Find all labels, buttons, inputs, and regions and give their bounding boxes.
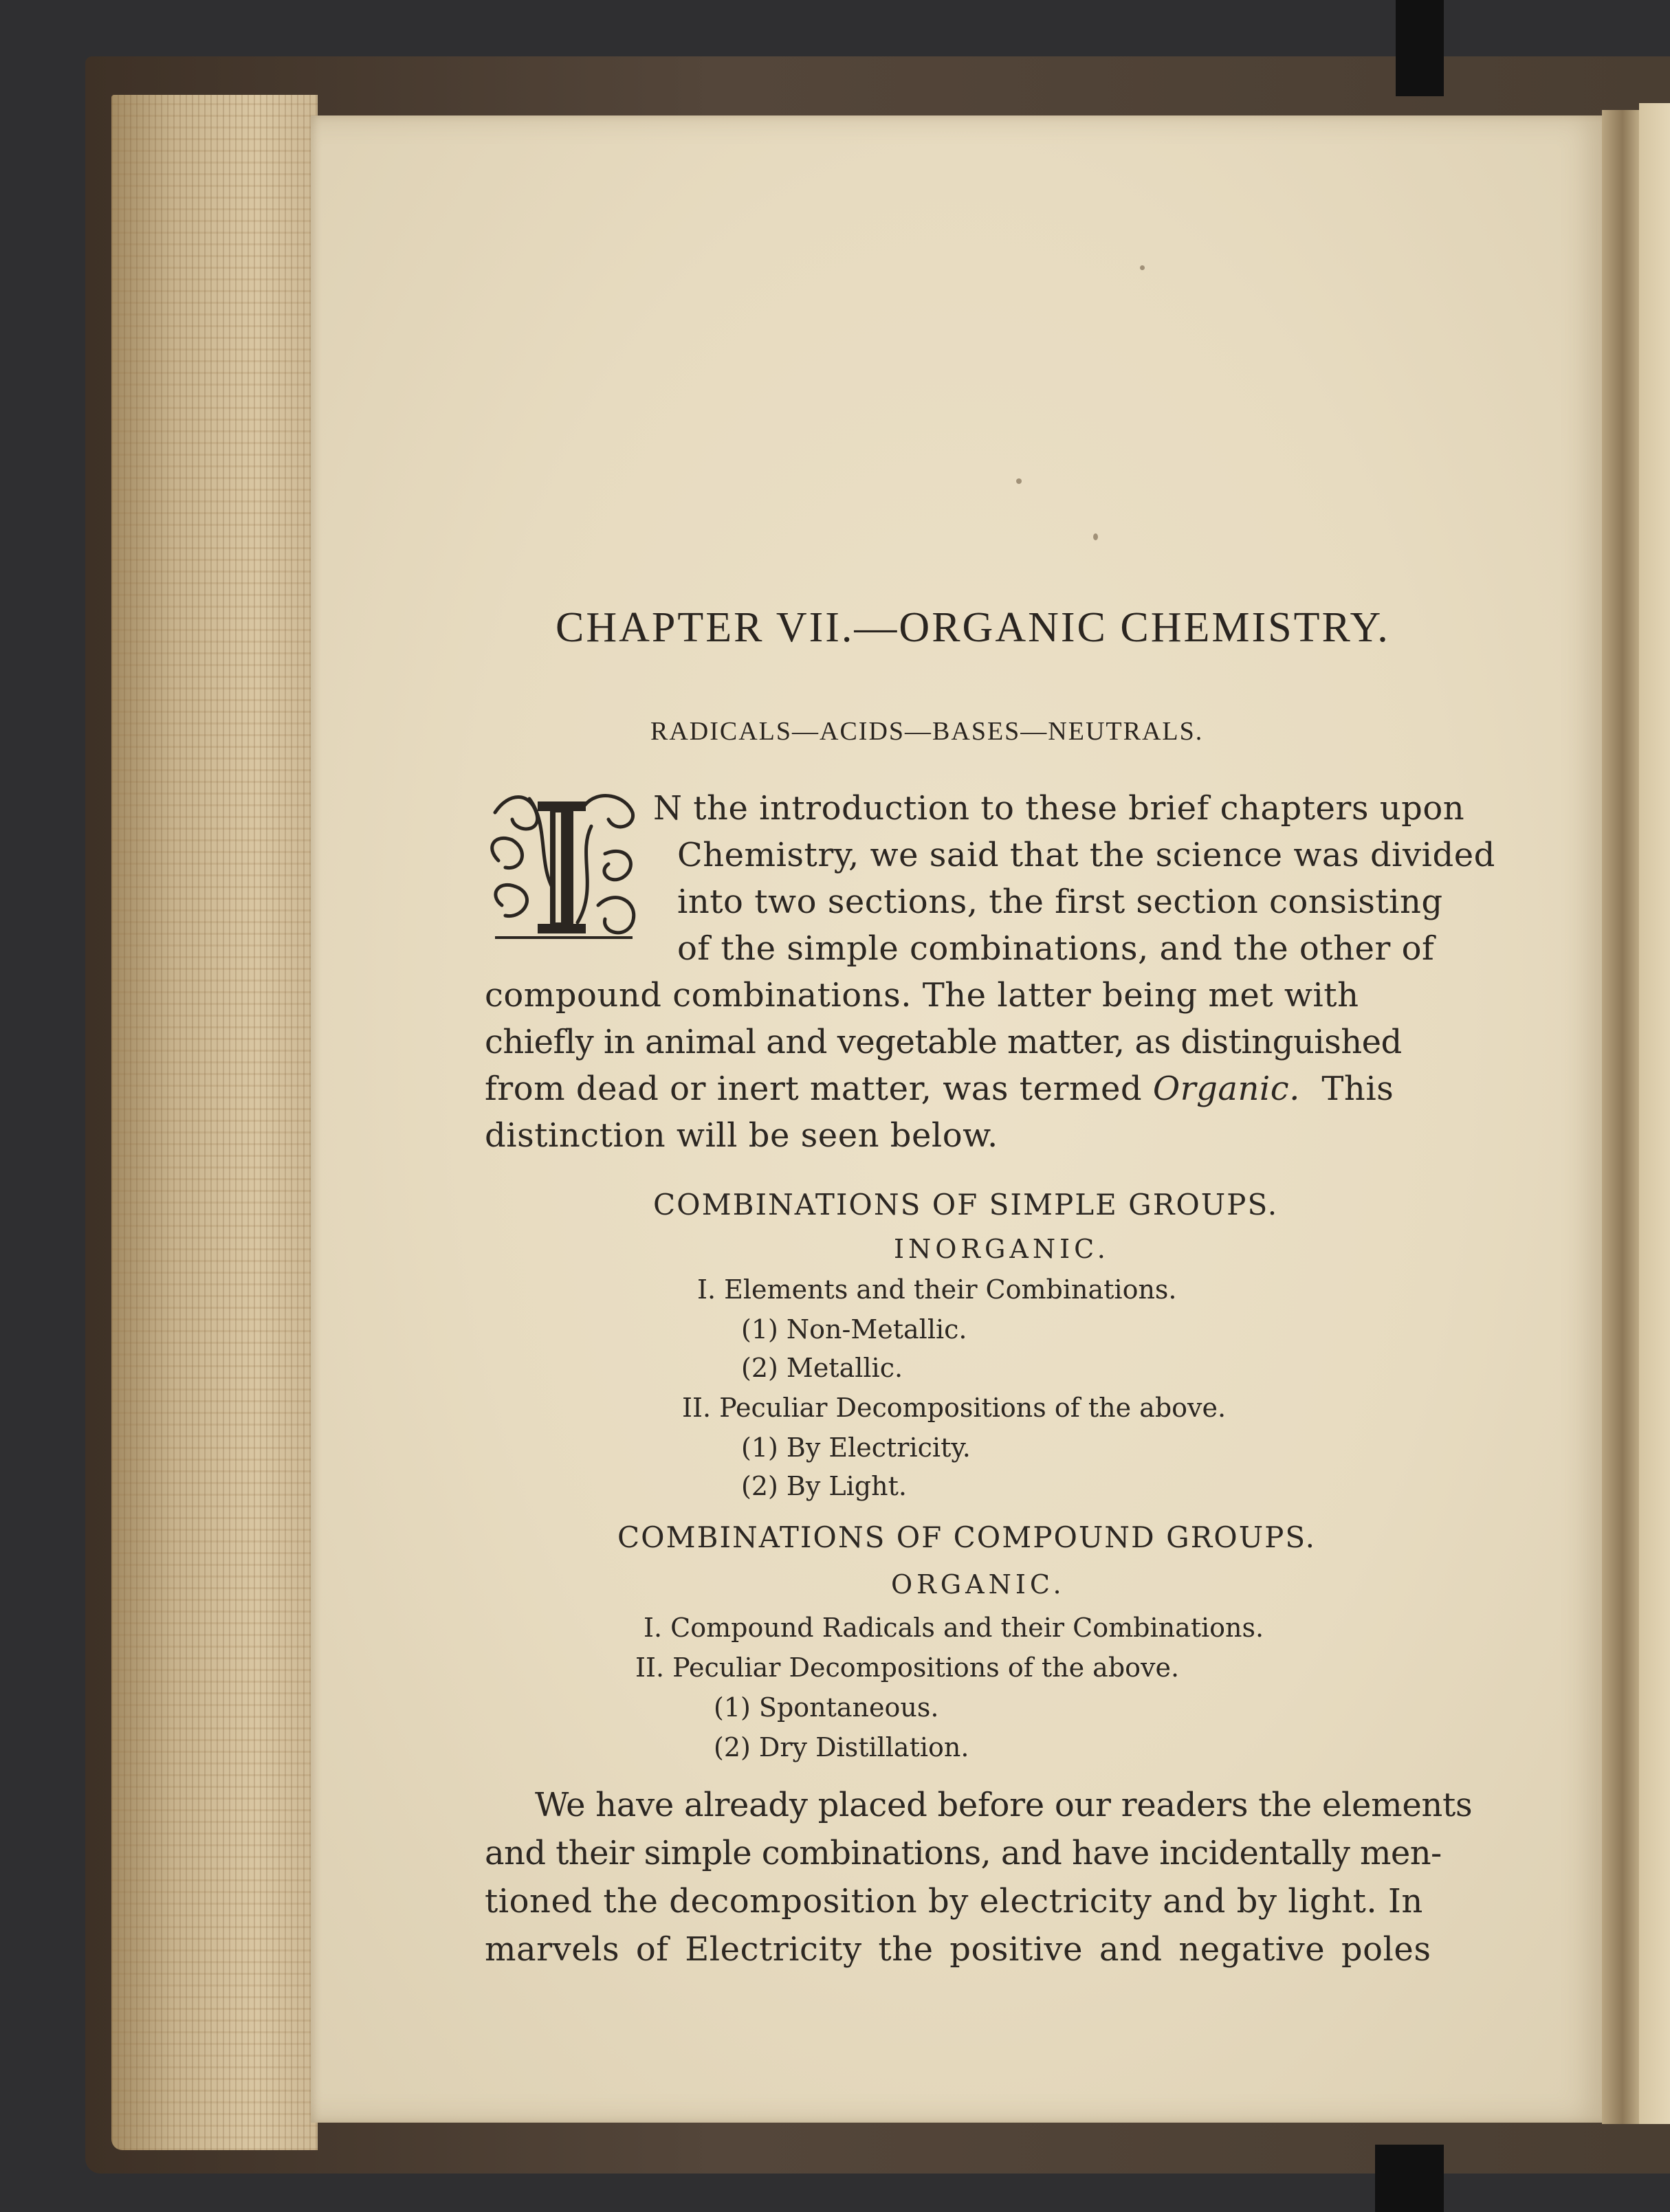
text-line: We have already placed before our readers the elements [535, 1786, 1473, 1824]
page-edges [111, 95, 318, 2150]
list-item: (1) Spontaneous. [714, 1692, 939, 1723]
text-line: distinction will be seen below. [485, 1116, 998, 1155]
text-line: of the simple combinations, and the other of [677, 929, 1435, 968]
paper-speck [1093, 533, 1098, 540]
list-item: (1) By Electricity. [741, 1433, 971, 1463]
section-subheading: INORGANIC. [894, 1234, 1110, 1264]
section-heading: COMBINATIONS OF COMPOUND GROUPS. [617, 1520, 1316, 1554]
list-item: II. Peculiar Decompositions of the above. [682, 1393, 1227, 1423]
section-heading: COMBINATIONS OF SIMPLE GROUPS. [653, 1188, 1279, 1221]
intro-paragraph [481, 789, 1513, 1174]
text-line: marvels of Electricity the positive and negative poles [485, 1930, 1431, 1969]
text-line: and their simple combinations, and have incidentally men- [485, 1834, 1442, 1872]
text-line: tioned the decomposition by electricity and by light. In [485, 1882, 1423, 1921]
emphasis-text: Organic. [1152, 1070, 1300, 1108]
text-line: N the introduction to these brief chapters upon [653, 789, 1465, 828]
page-gutter [1602, 110, 1643, 2124]
text-line: chiefly in animal and vegetable matter, as distinguished [485, 1023, 1402, 1061]
list-item: (2) Dry Distillation. [714, 1732, 969, 1762]
list-item: (2) Metallic. [741, 1353, 903, 1383]
text-fragment: This [1321, 1070, 1394, 1108]
background-shadow [1396, 0, 1444, 96]
text-line: compound combinations. The latter being met with [485, 976, 1359, 1015]
list-item: I. Elements and their Combinations. [697, 1274, 1177, 1305]
section-subheading: ORGANIC. [891, 1569, 1066, 1600]
paper-speck [1140, 265, 1145, 270]
text-line: into two sections, the first section consisting [677, 883, 1443, 921]
text-line: Chemistry, we said that the science was divided [677, 836, 1495, 874]
facing-page-edge [1639, 103, 1670, 2124]
closing-paragraph [481, 1786, 1513, 1992]
list-item: II. Peculiar Decompositions of the above. [635, 1652, 1180, 1683]
paper-speck [1016, 478, 1022, 484]
background-shadow [1375, 2145, 1444, 2212]
chapter-subtitle: RADICALS—ACIDS—BASES—NEUTRALS. [650, 717, 1204, 746]
list-item: (1) Non-Metallic. [741, 1314, 967, 1345]
chapter-title: CHAPTER VII.—ORGANIC CHEMISTRY. [556, 604, 1390, 651]
text-line [485, 1070, 1394, 1108]
list-item: (2) By Light. [741, 1471, 907, 1501]
list-item: I. Compound Radicals and their Combinations. [644, 1613, 1264, 1643]
text-fragment: from dead or inert matter, was termed [485, 1070, 1153, 1108]
